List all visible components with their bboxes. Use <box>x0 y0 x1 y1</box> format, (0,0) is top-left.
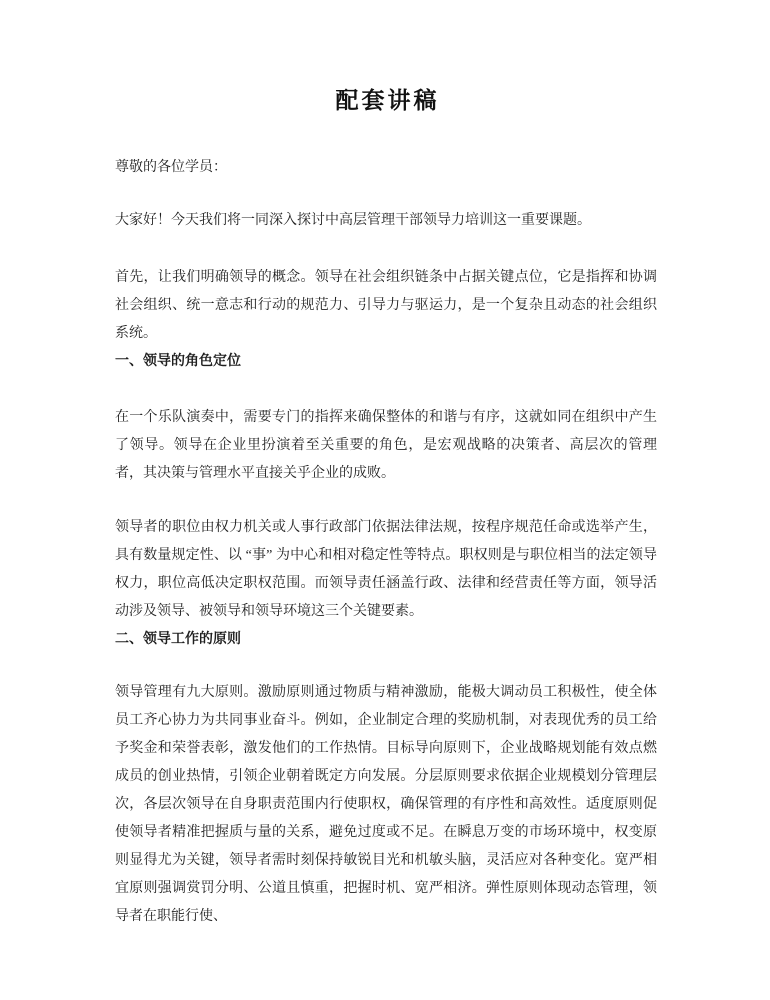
document-title: 配套讲稿 <box>335 88 440 113</box>
concept-paragraph: 首先，让我们明确领导的概念。领导在社会组织链条中占据关键点位，它是指挥和协调社会组织、统一意志和行动的规范力、引导力与驱运力，是一个复杂且动态的社会组织系统。 <box>115 270 657 341</box>
section-heading-role-positioning: 一、领导的角色定位 <box>115 354 241 369</box>
section-heading-work-principles: 二、领导工作的原则 <box>115 632 241 647</box>
salutation-line: 尊敬的各位学员： <box>115 160 227 175</box>
position-authority-paragraph: 领导者的职位由权力机关或人事行政部门依据法律法规，按程序规范任命或选举产生，具有数量规定性、以 “事” 为中心和相对稳定性等特点。职权则是与职位相当的法定领导权力，职位高低决定职权范围。而领导责任涵盖行政、法律和经营责任等方面，领导活动涉及领导、被领导和领导环境这三个关键要素。 <box>115 520 657 619</box>
nine-principles-paragraph: 领导管理有九大原则。激励原则通过物质与精神激励，能极大调动员工积极性，使全体员工齐心协力为共同事业奋斗。例如，企业制定合理的奖励机制，对表现优秀的员工给予奖金和荣誉表彰，激发他们的工作热情。目标导向原则下，企业战略规划能有效点燃成员的创业热情，引领企业朝着既定方向发展。分层原则要求依据企业规模划分管理层次，各层次领导在自身职责范围内行使职权，确保管理的有序性和高效性。适度原则促使领导者精准把握质与量的关系，避免过度或不足。在瞬息万变的市场环境中，权变原则显得尤为关键，领导者需时刻保持敏锐目光和机敏头脑，灵活应对各种变化。宽严相宜原则强调赏罚分明、公道且慎重，把握时机、宽严相济。弹性原则体现动态管理，领导者在职能行使、 <box>115 685 657 924</box>
intro-paragraph: 大家好！今天我们将一同深入探讨中高层管理干部领导力培训这一重要课题。 <box>115 213 591 228</box>
orchestra-analogy-paragraph: 在一个乐队演奏中，需要专门的指挥来确保整体的和谐与有序，这就如同在组织中产生了领导。领导在企业里扮演着至关重要的角色，是宏观战略的决策者、高层次的管理者，其决策与管理水平直接关乎企业的成败。 <box>115 410 657 481</box>
